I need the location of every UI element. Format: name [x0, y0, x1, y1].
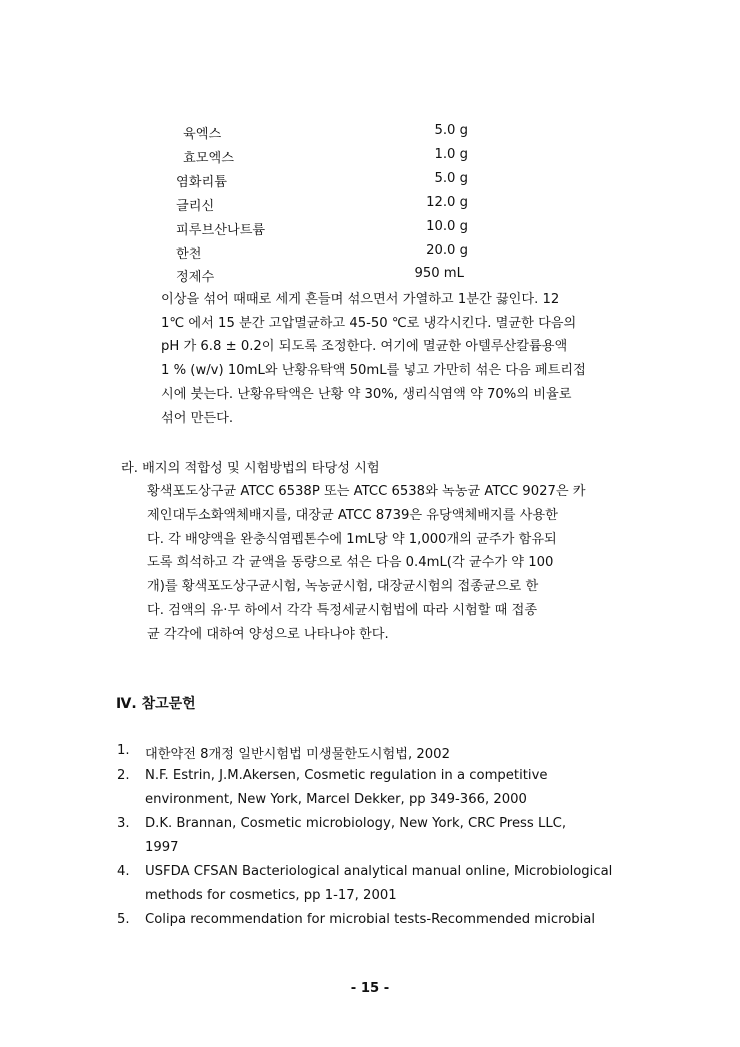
reference-line: Colipa recommendation for microbial tests-Recommended microbial: [145, 912, 596, 927]
paragraph-line: 개)를 황색포도상구균시험, 녹농균시험, 대장균시험의 접종균으로 한: [147, 579, 539, 595]
ingredient-name: 효모엑스: [183, 151, 234, 166]
paragraph-line: 1℃ 에서 15 분간 고압멸균하고 45-50 ℃로 냉각시킨다. 멸균한 다음의: [161, 315, 577, 331]
paragraph-line: 제인대두소화액체배지를, 대장균 ATCC 8739은 유당액체배지를 사용한: [147, 507, 558, 523]
paragraph-line: 섞어 만든다.: [161, 410, 234, 426]
reference-line: USFDA CFSAN Bacteriological analytical manual online, Microbiological: [145, 864, 613, 879]
paragraph-line: 도록 희석하고 각 균액을 동량으로 섞은 다음 0.4mL(각 균수가 약 100: [147, 555, 554, 571]
reference-number: 1.: [117, 743, 130, 758]
paragraph-line: 균 각각에 대하여 양성으로 나타나야 한다.: [147, 626, 389, 642]
ingredient-qty: 20.0 g: [426, 243, 468, 258]
section-heading: Ⅳ. 참고문헌: [116, 696, 196, 712]
paragraph-line: 다. 검액의 유·무 하에서 각각 특정세균시험법에 따라 시험할 때 접종: [147, 602, 538, 618]
paragraph-line: 이상을 섞어 때때로 세게 흔들며 섞으면서 가열하고 1분간 끓인다. 12: [161, 292, 560, 307]
ingredient-name: 육엑스: [183, 127, 222, 142]
paragraph-line: 황색포도상구균 ATCC 6538P 또는 ATCC 6538와 녹농균 ATCC 9027은 카: [147, 484, 586, 499]
reference-number: 4.: [117, 864, 130, 879]
ingredient-qty: 10.0 g: [426, 219, 468, 234]
ingredient-name: 글리신: [176, 199, 215, 214]
reference-line: environment, New York, Marcel Dekker, pp 349-366, 2000: [145, 792, 527, 807]
reference-number: 2.: [117, 768, 130, 783]
reference-line: methods for cosmetics, pp 1-17, 2001: [145, 888, 397, 903]
ingredient-qty: 5.0 g: [434, 171, 468, 186]
reference-number: 5.: [117, 912, 130, 927]
ingredient-name: 한천: [176, 247, 202, 262]
reference-line: 대한약전 8개정 일반시험법 미생물한도시험법, 2002: [145, 747, 450, 762]
ingredient-name: 정제수: [176, 270, 215, 285]
section-heading: 라. 배지의 적합성 및 시험방법의 타당성 시험: [121, 461, 380, 476]
reference-line: 1997: [145, 840, 179, 855]
prep-paragraph: [161, 288, 586, 430]
ingredient-qty: 1.0 g: [434, 147, 468, 162]
ingredient-qty: 5.0 g: [434, 123, 468, 138]
section-body: [147, 480, 586, 647]
reference-number: 3.: [117, 816, 130, 831]
page-number: - 15 -: [350, 981, 390, 996]
reference-line: D.K. Brannan, Cosmetic microbiology, New York, CRC Press LLC,: [145, 816, 567, 831]
ingredient-name: 염화리튬: [176, 175, 227, 190]
paragraph-line: 다. 각 배양액을 완충식염펩톤수에 1mL당 약 1,000개의 균주가 함유되: [147, 531, 557, 547]
ingredient-qty: 12.0 g: [426, 195, 468, 210]
paragraph-line: pH 가 6.8 ± 0.2이 되도록 조정한다. 여기에 멸균한 아텔루산칼륨용액: [161, 339, 568, 355]
ingredient-name: 피루브산나트륨: [176, 223, 266, 238]
paragraph-line: 시에 붓는다. 난황유탁액은 난황 약 30%, 생리식염액 약 70%의 비율로: [161, 386, 572, 402]
paragraph-line: 1 % (w/v) 10mL와 난황유탁액 50mL를 넣고 가만히 섞은 다음 페트리접: [161, 363, 586, 379]
ingredient-qty: 950 mL: [414, 266, 464, 281]
reference-line: N.F. Estrin, J.M.Akersen, Cosmetic regulation in a competitive: [145, 768, 548, 783]
